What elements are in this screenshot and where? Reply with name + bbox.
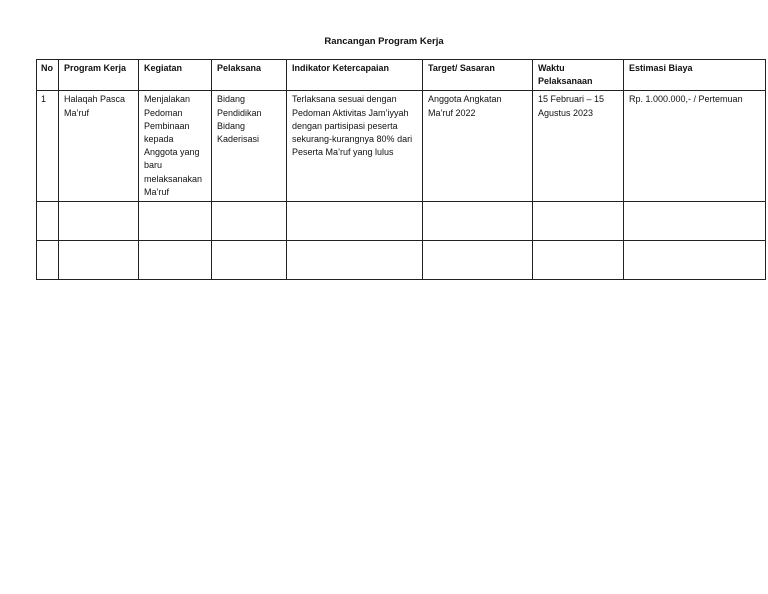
cell-waktu (533, 241, 624, 280)
header-no: No (37, 60, 59, 91)
header-program: Program Kerja (59, 60, 139, 91)
cell-biaya (624, 202, 766, 241)
table-row (37, 202, 766, 241)
header-pelaksana: Pelaksana (212, 60, 287, 91)
cell-waktu: 15 Februari – 15 Agustus 2023 (533, 91, 624, 202)
header-indikator: Indikator Ketercapaian (287, 60, 423, 91)
cell-indikator (287, 202, 423, 241)
program-kerja-table (36, 59, 766, 280)
cell-pelaksana (212, 241, 287, 280)
cell-pelaksana (212, 202, 287, 241)
cell-program (59, 202, 139, 241)
cell-target (423, 202, 533, 241)
cell-target (423, 241, 533, 280)
table-row (37, 241, 766, 280)
cell-program: Halaqah Pasca Ma’ruf (59, 91, 139, 202)
header-kegiatan: Kegiatan (139, 60, 212, 91)
header-target: Target/ Sasaran (423, 60, 533, 91)
cell-indikator: Terlaksana sesuai dengan Pedoman Aktivitas Jam’iyyah dengan partisipasi peserta sekurang-kurangnya 80% dari Peserta Ma’ruf yang lulus (287, 91, 423, 202)
cell-pelaksana: Bidang Pendidikan Bidang Kaderisasi (212, 91, 287, 202)
cell-target: Anggota Angkatan Ma’ruf 2022 (423, 91, 533, 202)
document-title: Rancangan Program Kerja (324, 36, 444, 47)
header-waktu: Waktu Pelaksanaan (533, 60, 624, 91)
cell-kegiatan (139, 202, 212, 241)
header-biaya: Estimasi Biaya (624, 60, 766, 91)
cell-kegiatan: Menjalakan Pedoman Pembinaan kepada Anggota yang baru melaksanakan Ma’ruf (139, 91, 212, 202)
cell-biaya: Rp. 1.000.000,- / Pertemuan (624, 91, 766, 202)
table-header-row (37, 60, 766, 91)
table-row (37, 91, 766, 202)
cell-program (59, 241, 139, 280)
cell-no: 1 (37, 91, 59, 202)
cell-waktu (533, 202, 624, 241)
cell-indikator (287, 241, 423, 280)
cell-biaya (624, 241, 766, 280)
cell-no (37, 202, 59, 241)
cell-kegiatan (139, 241, 212, 280)
cell-no (37, 241, 59, 280)
